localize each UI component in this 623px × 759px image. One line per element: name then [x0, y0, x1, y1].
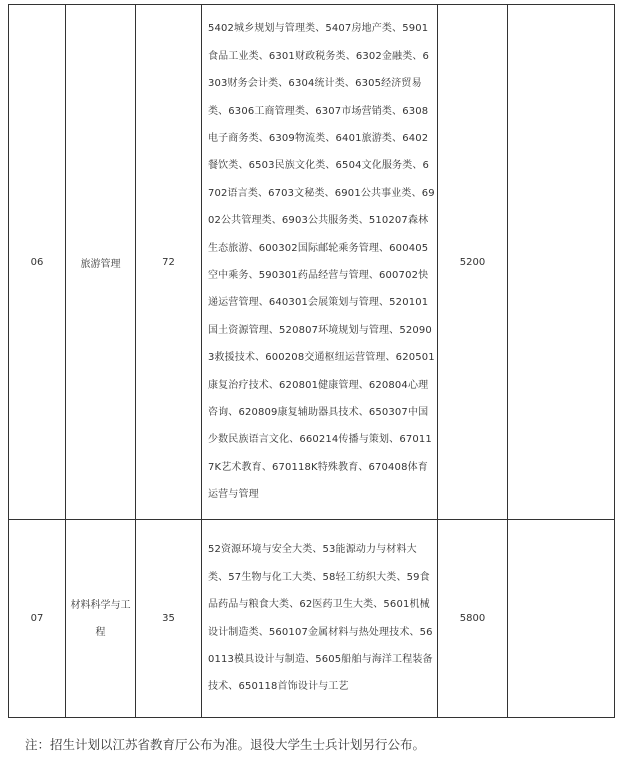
tuition-fee: 5200: [438, 5, 508, 520]
eligible-majors: 5402城乡规划与管理类、5407房地产类、5901食品工业类、6301财政税务类、6302金融类、6303财务会计类、6304统计类、6305经济贸易类、6306工商管理类、6307市场营销类、6308电子商务类、6309物流类、6401旅游类、6402餐饮类、6503民族文化类、6504文化服务类、6702语言类、6703文秘类、6901公共事业类、6902公共管理类、6903公共服务类、510207森林生态旅游、600302国际邮轮乘务管理、600405空中乘务、590301药品经营与管理、600702快递运营管理、640301会展策划与管理、520101国土资源管理、520807环境规划与管理、520903救援技术、600208交通枢纽运营管理、620501康复治疗技术、620801健康管理、620804心理咨询、620809康复辅助器具技术、650307中国少数民族语言文化、660214传播与策划、670117K艺术教育、670118K特殊教育、670408体育运营与管理: [208, 23, 435, 501]
major-name: 旅游管理: [66, 5, 136, 520]
eligible-majors: 52资源环境与安全大类、53能源动力与材料大类、57生物与化工大类、58轻工纺织大类、59食品药品与粮食大类、62医药卫生大类、5601机械设计制造类、560107金属材料与热处理技术、560113模具设计与制造、5605船舶与海洋工程装备技术、650118首饰设计与工艺: [208, 544, 433, 693]
eligible-majors-cell: [202, 520, 438, 718]
remark: [508, 5, 615, 520]
plan-count: 72: [136, 5, 202, 520]
table-row: [9, 5, 615, 520]
tuition-fee: 5800: [438, 520, 508, 718]
remark: [508, 520, 615, 718]
major-name: 材料科学与工程: [70, 599, 131, 638]
eligible-majors-cell: [202, 5, 438, 520]
major-name-cell: [66, 520, 136, 718]
row-id: 06: [9, 5, 66, 520]
footnote: 注：招生计划以江苏省教育厅公布为准。退役大学生士兵计划另行公布。: [25, 737, 426, 752]
row-id: 07: [9, 520, 66, 718]
plan-count: 35: [136, 520, 202, 718]
table-row: [9, 520, 615, 718]
enrollment-table: [8, 4, 615, 718]
